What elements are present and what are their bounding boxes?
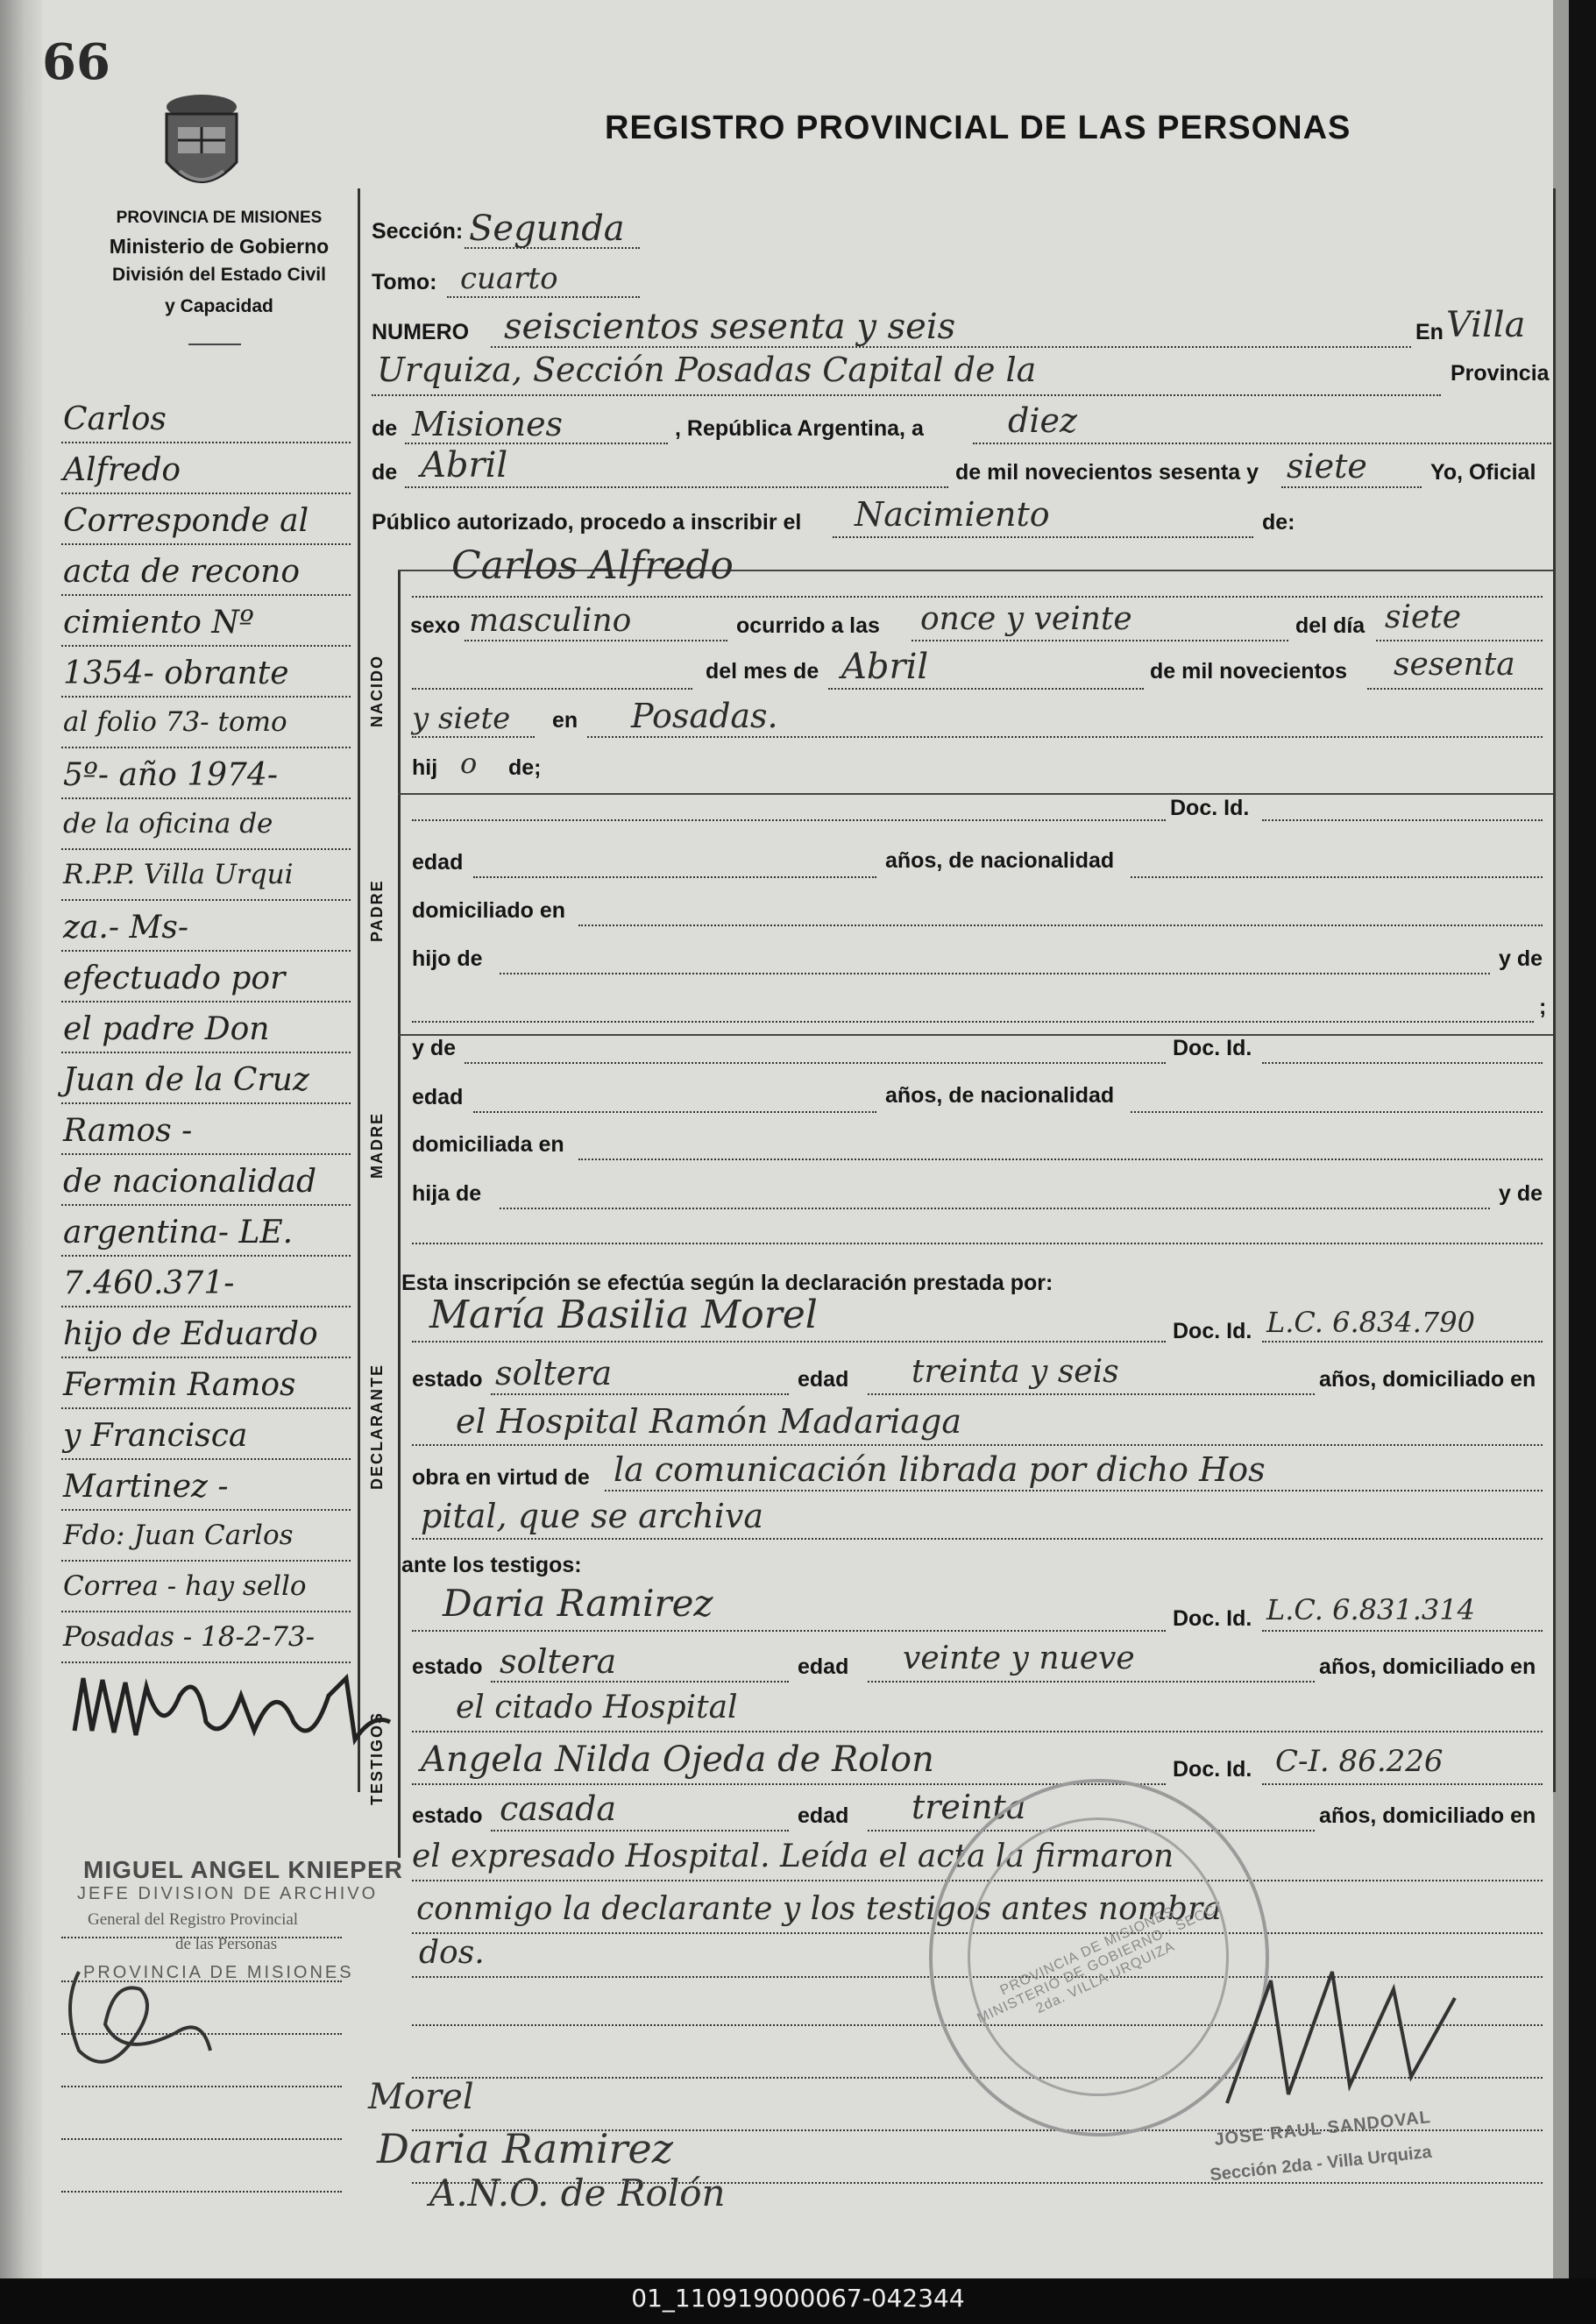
margin-rule bbox=[61, 1458, 351, 1460]
signature-testigo2: A.N.O. de Rolón bbox=[429, 2172, 726, 2214]
margin-note-line: R.P.P. Villa Urqui bbox=[63, 859, 294, 890]
acto-value: Nacimiento bbox=[855, 495, 1050, 534]
coat-of-arms-icon bbox=[153, 88, 250, 202]
numero-label: NUMERO bbox=[372, 320, 470, 344]
testigo2-anios-label: años, domiciliado en bbox=[1319, 1803, 1536, 1828]
declarante-estado-label: estado bbox=[412, 1367, 483, 1392]
anio-value: siete bbox=[1287, 447, 1367, 485]
nacido-mil-label: de mil novecientos bbox=[1150, 659, 1348, 684]
margin-rule bbox=[61, 1153, 351, 1155]
margin-signature-icon bbox=[66, 1661, 399, 1766]
declarante-section-label: DECLARANTE bbox=[368, 1364, 386, 1490]
padre-nac-label: años, de nacionalidad bbox=[885, 848, 1115, 873]
tomo-value: cuarto bbox=[460, 261, 558, 296]
margin-note-line: hijo de Eduardo bbox=[63, 1316, 318, 1352]
margin-rule bbox=[61, 1306, 351, 1307]
mil-label: de mil novecientos sesenta y bbox=[955, 460, 1259, 485]
madre-edad-label: edad bbox=[412, 1085, 464, 1109]
testigo2-doc-label: Doc. Id. bbox=[1173, 1757, 1252, 1782]
margin-note-line: al folio 73- tomo bbox=[63, 706, 287, 738]
testigo1-nombre: Daria Ramirez bbox=[443, 1582, 713, 1625]
dia-value: diez bbox=[1008, 401, 1077, 440]
margin-rule bbox=[61, 899, 351, 901]
testigo1-doc-value: L.C. 6.831.314 bbox=[1266, 1593, 1475, 1626]
signature-testigo1: Daria Ramirez bbox=[377, 2125, 673, 2172]
margin-note-line: acta de recono bbox=[63, 554, 300, 590]
de2-label: de bbox=[372, 460, 398, 485]
testigos-section-label: TESTIGOS bbox=[368, 1711, 386, 1805]
place-value: Urquiza, Sección Posadas Capital de la bbox=[377, 351, 1037, 389]
testigo1-domicilio: el citado Hospital bbox=[456, 1690, 738, 1725]
madre-domicilio-label: domiciliada en bbox=[412, 1132, 564, 1157]
de3-label: de: bbox=[1262, 510, 1295, 535]
header-capacity: y Capacidad bbox=[165, 296, 273, 316]
margin-rule bbox=[61, 1407, 351, 1409]
margin-note-line: cimiento Nº bbox=[63, 605, 254, 641]
margin-note-line: Ramos - bbox=[63, 1113, 193, 1149]
nacido-anio2-value: y siete bbox=[412, 701, 511, 736]
header-ministry: Ministerio de Gobierno bbox=[109, 235, 330, 258]
margin-rule bbox=[61, 1357, 351, 1358]
testigo2-estado-value: casada bbox=[500, 1789, 617, 1828]
declarante-nombre-value: María Basilia Morel bbox=[429, 1293, 818, 1337]
margin-note-line: 1354- obrante bbox=[63, 655, 289, 691]
margin-rule bbox=[61, 543, 351, 545]
margin-rule bbox=[61, 797, 351, 799]
margin-note-line: efectuado por bbox=[63, 960, 286, 996]
margin-note-line: 7.460.371- bbox=[63, 1265, 235, 1301]
margin-note-line: de la oficina de bbox=[63, 808, 273, 840]
margin-note-line: y Francisca bbox=[63, 1418, 248, 1454]
ocurrido-label: ocurrido a las bbox=[736, 613, 880, 638]
declarante-anios-label: años, domiciliado en bbox=[1319, 1367, 1536, 1392]
margin-rule bbox=[61, 645, 351, 647]
declarante-doc-label: Doc. Id. bbox=[1173, 1319, 1252, 1343]
padre-hijo-label: hijo de bbox=[412, 946, 483, 971]
seccion-label: Sección: bbox=[372, 219, 464, 244]
header-province: PROVINCIA DE MISIONES bbox=[116, 209, 323, 227]
jefe-stamp-title: JEFE DIVISION DE ARCHIVO bbox=[77, 1884, 379, 1903]
margin-rule bbox=[61, 492, 351, 494]
margin-note-line: Fdo: Juan Carlos bbox=[63, 1520, 294, 1551]
margin-note-line: Posadas - 18-2-73- bbox=[63, 1621, 316, 1653]
margin-rule bbox=[61, 1001, 351, 1003]
corner-number: 66 bbox=[42, 33, 110, 91]
margin-rule bbox=[61, 1204, 351, 1206]
testigo1-edad-value: veinte y nueve bbox=[903, 1640, 1135, 1676]
footer-id: 01_110919000067-042344 bbox=[631, 2284, 965, 2313]
margin-note-line: de nacionalidad bbox=[63, 1164, 317, 1200]
padre-edad-label: edad bbox=[412, 850, 464, 875]
madre-top-rule bbox=[398, 1034, 1553, 1036]
form-right-border bbox=[1553, 188, 1556, 1792]
declarante-estado-value: soltera bbox=[495, 1354, 613, 1392]
testigo1-estado-value: soltera bbox=[500, 1642, 617, 1681]
margin-rule bbox=[61, 696, 351, 698]
testigo2-doc-value: C-I. 86.226 bbox=[1275, 1744, 1443, 1779]
yo-label: Yo, Oficial bbox=[1430, 460, 1536, 485]
round-seal-text: PROVINCIA DE MISIONES · MINISTERIO DE GOBIERNO · SECC. 2da. VILLA URQUIZA bbox=[975, 1900, 1224, 2027]
madre-yde2-label: y de bbox=[1499, 1181, 1543, 1206]
testigo2-nombre: Angela Nilda Ojeda de Rolon bbox=[421, 1739, 934, 1780]
header-rule bbox=[188, 344, 241, 345]
seccion-value: Segunda bbox=[469, 209, 625, 249]
header-division: División del Estado Civil bbox=[112, 265, 326, 285]
declarante-edad-value: treinta y seis bbox=[911, 1354, 1119, 1390]
padre-section-label: PADRE bbox=[368, 879, 386, 942]
provincia-label: Provincia bbox=[1451, 361, 1550, 386]
jefe-stamp-line5: PROVINCIA DE MISIONES bbox=[83, 1963, 354, 1982]
testigo2-edad-value: treinta bbox=[911, 1788, 1026, 1826]
declarante-domicilio-value: el Hospital Ramón Madariaga bbox=[456, 1402, 961, 1441]
lugar-value: Posadas. bbox=[631, 697, 778, 735]
margin-rule bbox=[61, 1611, 351, 1612]
jefe-stamp-line3: General del Registro Provincial bbox=[88, 1910, 299, 1929]
oficial-stamp-name: JOSE RAUL SANDOVAL bbox=[1213, 2108, 1432, 2150]
margin-rule bbox=[61, 1052, 351, 1053]
madre-hija-label: hija de bbox=[412, 1181, 482, 1206]
margin-note-line: Correa - hay sello bbox=[63, 1570, 307, 1602]
tomo-label: Tomo: bbox=[372, 270, 437, 294]
jefe-stamp-name: MIGUEL ANGEL KNIEPER bbox=[83, 1856, 403, 1883]
signature-declarante: Morel bbox=[368, 2077, 474, 2117]
margin-rule bbox=[61, 747, 351, 748]
margin-rule bbox=[61, 950, 351, 952]
margin-rule bbox=[61, 442, 351, 443]
sexo-label: sexo bbox=[410, 613, 460, 638]
nacido-anio-value: sesenta bbox=[1394, 647, 1515, 683]
padre-yde-label: y de bbox=[1499, 946, 1543, 971]
padre-doc-label: Doc. Id. bbox=[1170, 796, 1250, 820]
hij-value: o bbox=[460, 747, 478, 780]
madre-yde-label: y de bbox=[412, 1036, 457, 1060]
margin-note-line: Martinez - bbox=[63, 1469, 229, 1505]
testigo1-estado-label: estado bbox=[412, 1654, 483, 1679]
margin-rule bbox=[61, 848, 351, 850]
margin-note-line: za.- Ms- bbox=[63, 910, 188, 946]
de-label: de bbox=[372, 416, 398, 441]
declarante-edad-label: edad bbox=[798, 1367, 849, 1392]
margin-note-line: Corresponde al bbox=[63, 503, 309, 539]
cierre-line2: dos. bbox=[419, 1935, 485, 1971]
oficial-stamp-section: Sección 2da - Villa Urquiza bbox=[1209, 2142, 1433, 2186]
cierre-line1: conmigo la declarante y los testigos antes nombra bbox=[416, 1891, 1222, 1927]
testigo2-domicilio: el expresado Hospital. Leída el acta la firmaron bbox=[412, 1839, 1174, 1874]
nacido-dia-value: siete bbox=[1385, 599, 1462, 635]
hij-label: hij bbox=[412, 755, 438, 780]
numero-value: seiscientos sesenta y seis bbox=[504, 307, 956, 347]
testigo1-edad-label: edad bbox=[798, 1654, 849, 1679]
madre-doc-label: Doc. Id. bbox=[1173, 1036, 1252, 1060]
padre-semicolon: ; bbox=[1539, 995, 1547, 1019]
margin-note-line: Juan de la Cruz bbox=[63, 1062, 309, 1098]
del-mes-label: del mes de bbox=[706, 659, 819, 684]
obra-label: obra en virtud de bbox=[412, 1465, 590, 1490]
madre-section-label: MADRE bbox=[368, 1112, 386, 1179]
del-dia-label: del día bbox=[1295, 613, 1365, 638]
margin-rule bbox=[61, 1560, 351, 1562]
oficial-signature-icon bbox=[1209, 1945, 1472, 2121]
margin-note-line: argentina- LE. bbox=[63, 1215, 294, 1251]
padre-top-rule bbox=[398, 793, 1553, 795]
margin-rule bbox=[61, 1102, 351, 1104]
margin-note-line: 5º- año 1974- bbox=[63, 757, 278, 793]
sexo-value: masculino bbox=[469, 603, 632, 639]
declarante-doc-value: L.C. 6.834.790 bbox=[1266, 1306, 1475, 1339]
republica-label: , República Argentina, a bbox=[675, 416, 924, 441]
margin-note-line: Fermin Ramos bbox=[63, 1367, 296, 1403]
en-label: En bbox=[1415, 320, 1443, 344]
page-title: REGISTRO PROVINCIAL DE LAS PERSONAS bbox=[605, 110, 1351, 146]
madre-nac-label: años, de nacionalidad bbox=[885, 1083, 1115, 1108]
nacido-en-label: en bbox=[552, 708, 578, 733]
obra-value: la comunicación librada por dicho Hos bbox=[614, 1450, 1266, 1489]
hora-value: once y veinte bbox=[920, 601, 1132, 637]
declarante-intro-label: Esta inscripción se efectúa según la declaración prestada por: bbox=[401, 1271, 1053, 1295]
margin-rule bbox=[61, 594, 351, 596]
form-left-border bbox=[358, 188, 360, 1792]
margin-rule bbox=[61, 1509, 351, 1511]
padre-domicilio-label: domiciliado en bbox=[412, 898, 566, 923]
de-value: Misiones bbox=[412, 405, 564, 443]
testigo1-doc-label: Doc. Id. bbox=[1173, 1606, 1252, 1631]
nacido-mes-value: Abril bbox=[841, 647, 929, 687]
ante-testigos-label: ante los testigos: bbox=[401, 1553, 582, 1577]
jefe-signature-icon bbox=[53, 1954, 228, 2086]
obra2-value: pital, que se archiva bbox=[421, 1497, 764, 1535]
margin-note-line: el padre Don bbox=[63, 1011, 270, 1047]
margin-note-line: Alfredo bbox=[63, 452, 181, 488]
page-binding bbox=[0, 0, 42, 2278]
hij-de-label: de; bbox=[508, 755, 542, 780]
margin-rule bbox=[61, 1255, 351, 1257]
mes-value: Abril bbox=[421, 445, 508, 485]
testigo2-edad-label: edad bbox=[798, 1803, 849, 1828]
margin-note-line: Carlos bbox=[63, 401, 167, 437]
publico-label: Público autorizado, procedo a inscribir el bbox=[372, 510, 802, 535]
testigo1-anios-label: años, domiciliado en bbox=[1319, 1654, 1536, 1679]
nacido-section-label: NACIDO bbox=[368, 655, 386, 727]
testigo2-estado-label: estado bbox=[412, 1803, 483, 1828]
nombre-value: Carlos Alfredo bbox=[451, 543, 734, 588]
en-value: Villa bbox=[1446, 305, 1526, 345]
jefe-stamp-line4: de las Personas bbox=[175, 1935, 278, 1953]
